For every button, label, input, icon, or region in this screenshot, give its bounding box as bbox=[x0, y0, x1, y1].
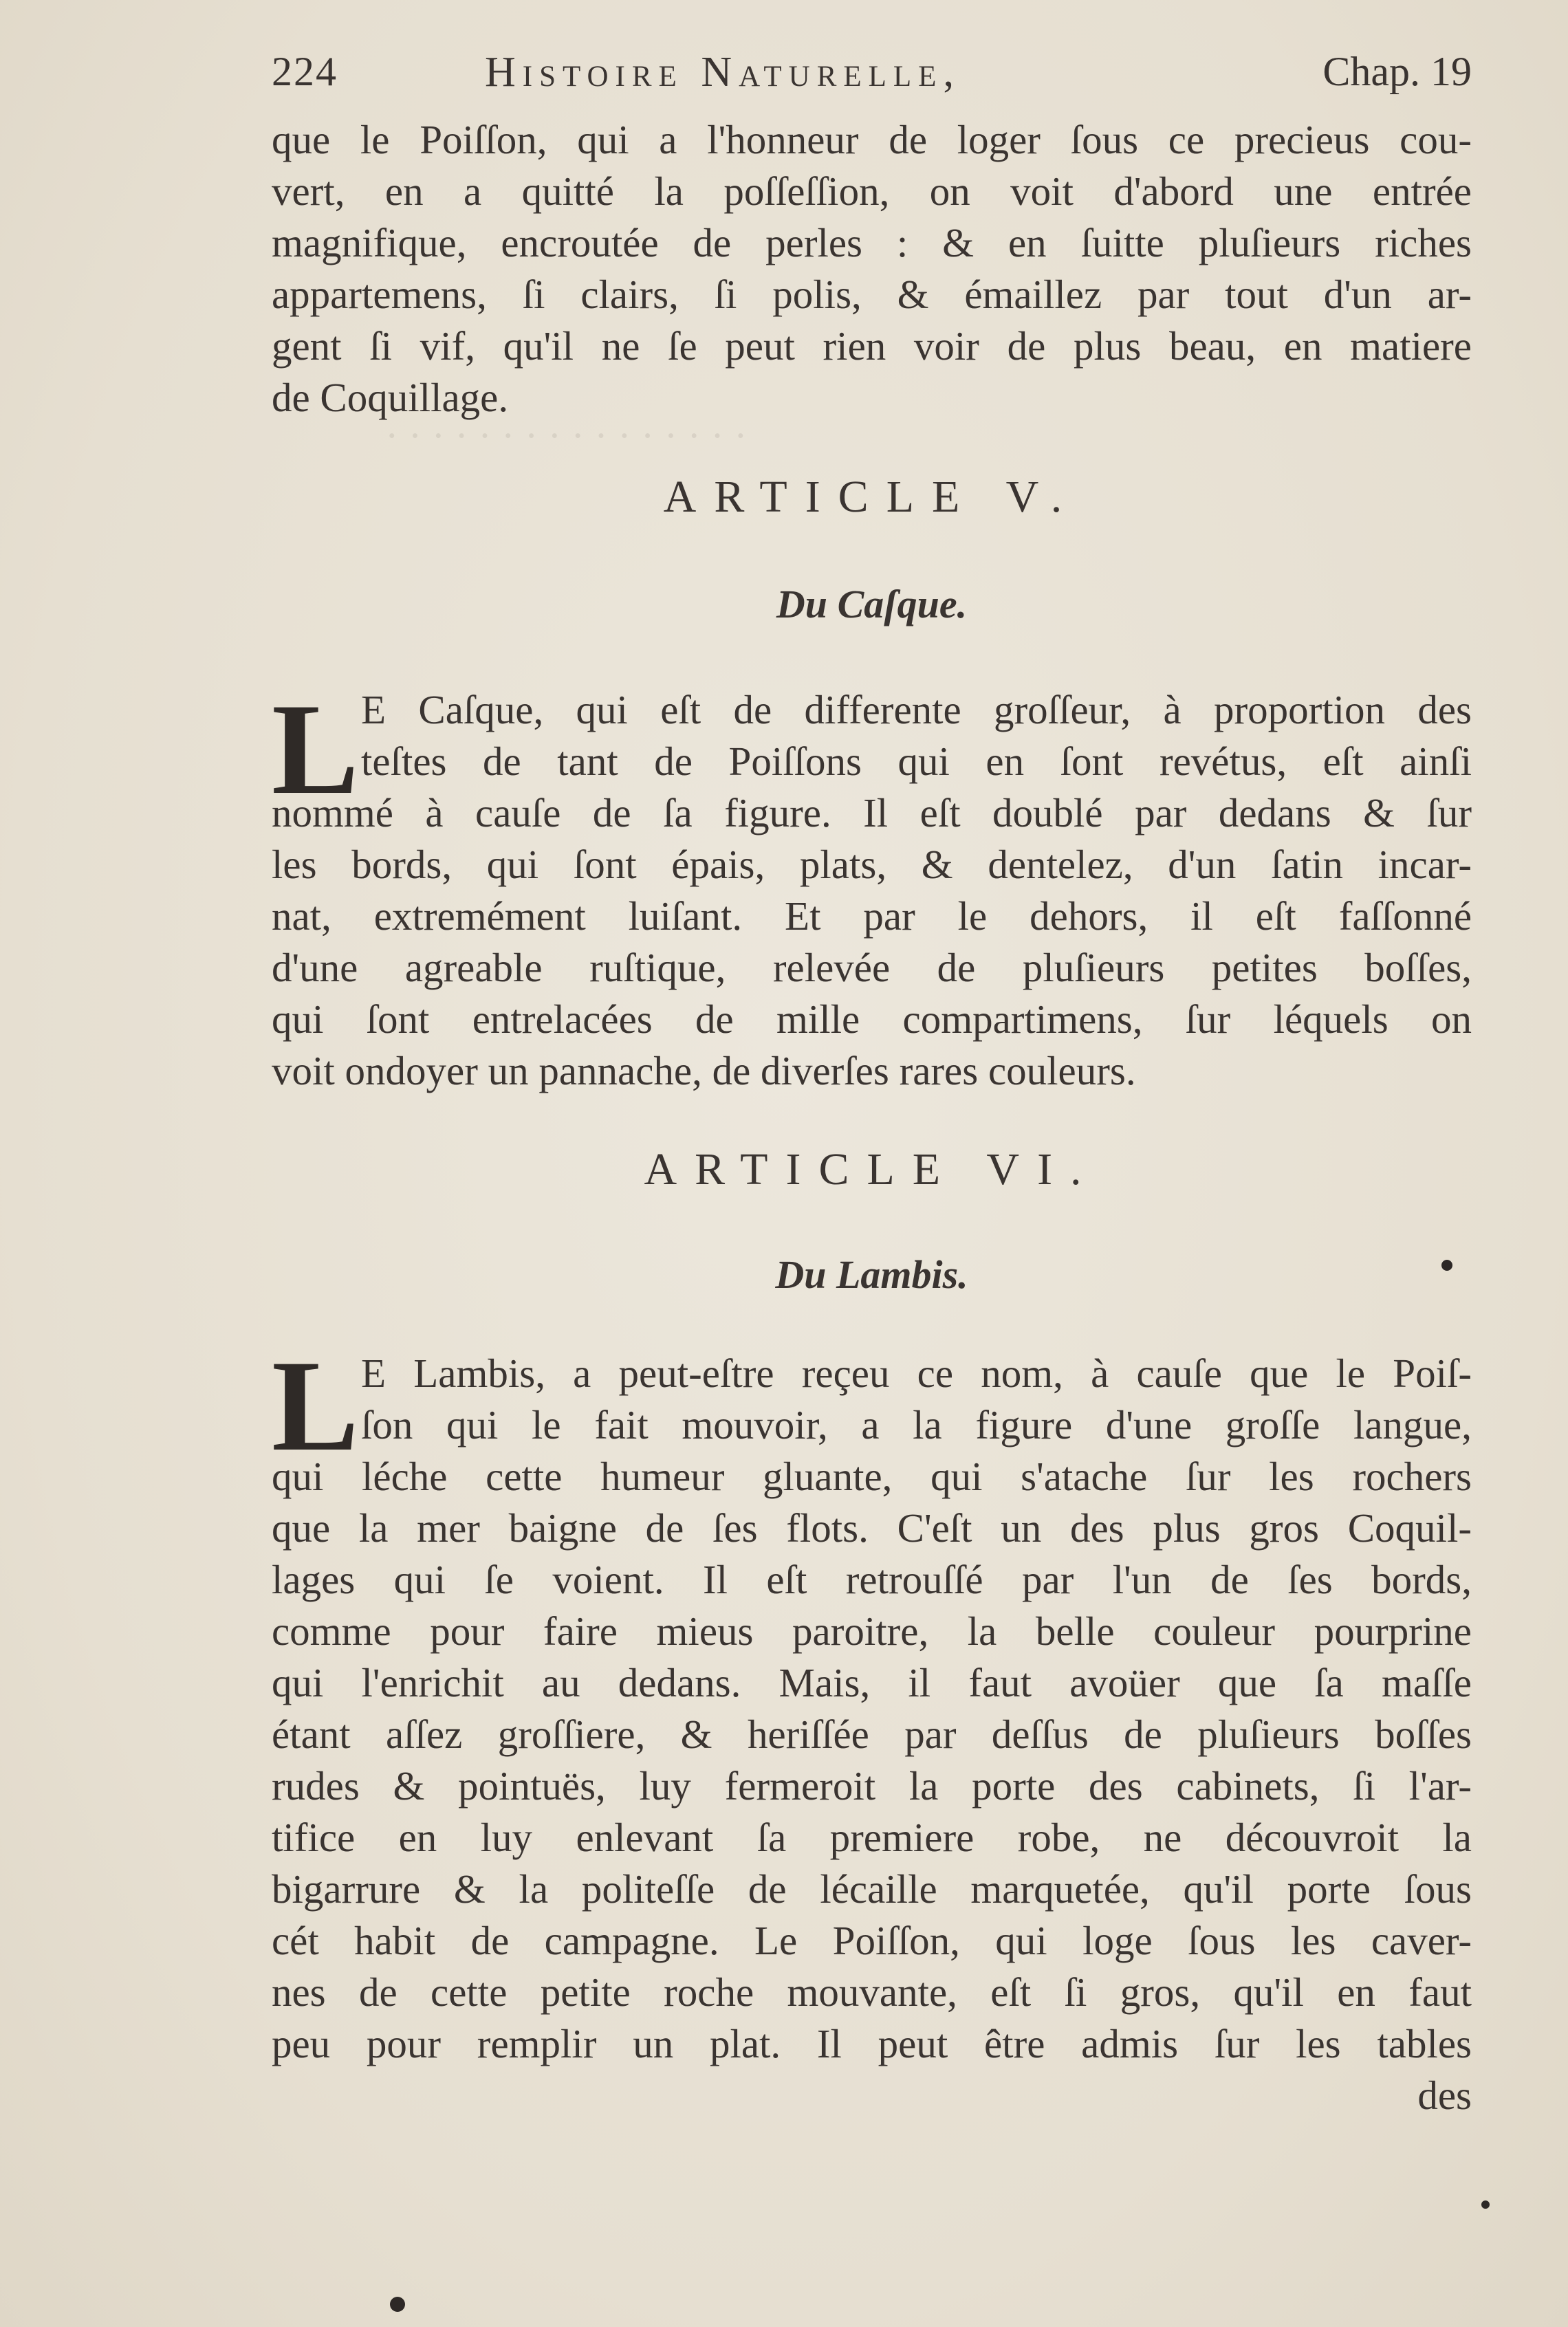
running-header bbox=[272, 48, 1472, 103]
text-line: tifice en luy enlevant ſa premiere robe, ne découvroit la bbox=[272, 1815, 1472, 1860]
text-line: qui ſont entrelacées de mille compartimens, ſur léquels on bbox=[272, 996, 1472, 1042]
drop-capital: L bbox=[272, 677, 359, 822]
text-line: E Lambis, a peut-eſtre reçeu ce nom, à cauſe que le Poiſ- bbox=[361, 1351, 1472, 1396]
text-line: les bords, qui ſont épais, plats, & dentelez, d'un ſatin incar- bbox=[272, 842, 1472, 887]
text-line: magnifique, encroutée de perles : & en ſuitte pluſieurs riches bbox=[272, 220, 1472, 265]
text-line: E Caſque, qui eſt de differente groſſeur, à proportion des bbox=[361, 687, 1472, 732]
text-line: qui l'enrichit au dedans. Mais, il faut avoüer que ſa maſſe bbox=[272, 1660, 1472, 1705]
text-line: voit ondoyer un pannache, de diverſes rares couleurs. bbox=[272, 1048, 1136, 1093]
text-line: nes de cette petite roche mouvante, eſt ſi gros, qu'il en faut bbox=[272, 1969, 1472, 2015]
text-line: rudes & pointuës, luy fermeroit la porte des cabinets, ſi l'ar- bbox=[272, 1763, 1472, 1809]
text-line: d'une agreable ruſtique, relevée de pluſieurs petites boſſes, bbox=[272, 945, 1472, 990]
drop-capital: L bbox=[272, 1334, 359, 1478]
text-line: lages qui ſe voient. Il eſt retrouſſé par l'un de ſes bords, bbox=[272, 1557, 1472, 1602]
catchword: des bbox=[1417, 2073, 1472, 2118]
text-line: nat, extremément luiſant. Et par le dehors, il eſt faſſonné bbox=[272, 893, 1472, 939]
ink-speck bbox=[1481, 2200, 1490, 2209]
ink-speck bbox=[1441, 1260, 1452, 1271]
article-5-heading: ARTICLE V. bbox=[663, 472, 1080, 522]
chapter-label: Chap. 19 bbox=[1322, 49, 1472, 94]
article-6-heading: ARTICLE VI. bbox=[644, 1144, 1100, 1194]
text-line: étant aſſez groſſiere, & heriſſée par deſſus de pluſieurs boſſes bbox=[272, 1712, 1472, 1757]
bleed-through-text: · · · · · · · · · · · · · · · · bbox=[385, 413, 748, 458]
text-line: bigarrure & la politeſſe de lécaille marquetée, qu'il porte ſous bbox=[272, 1866, 1472, 1912]
text-line: peu pour remplir un plat. Il peut être admis ſur les tables bbox=[272, 2021, 1472, 2066]
article-6-subtitle: Du Lambis. bbox=[775, 1252, 968, 1297]
text-line: cét habit de campagne. Le Poiſſon, qui loge ſous les caver- bbox=[272, 1918, 1472, 1963]
text-line: que le Poiſſon, qui a l'honneur de loger ſous ce precieus cou- bbox=[272, 117, 1472, 162]
text-line: que la mer baigne de ſes flots. C'eſt un des plus gros Coquil- bbox=[272, 1505, 1472, 1551]
ink-speck bbox=[390, 2297, 405, 2312]
text-line: ſon qui le fait mouvoir, a la figure d'une groſſe langue, bbox=[361, 1402, 1472, 1447]
article-5-subtitle: Du Caſque. bbox=[776, 582, 968, 626]
running-title: Histoire Naturelle, bbox=[485, 49, 961, 96]
text-line: nommé à cauſe de ſa figure. Il eſt doublé par dedans & ſur bbox=[272, 790, 1472, 835]
page-number: 224 bbox=[272, 49, 338, 94]
text-line: appartemens, ſi clairs, ſi polis, & émaillez par tout d'un ar- bbox=[272, 272, 1472, 317]
text-line: de Coquillage. bbox=[272, 375, 509, 420]
text-line: vert, en a quitté la poſſeſſion, on voit d'abord une entrée bbox=[272, 168, 1472, 214]
text-line: comme pour faire mieus paroitre, la belle couleur pourprine bbox=[272, 1608, 1472, 1654]
text-line: qui léche cette humeur gluante, qui s'atache ſur les rochers bbox=[272, 1454, 1472, 1499]
text-line: teſtes de tant de Poiſſons qui en ſont revétus, eſt ainſi bbox=[361, 739, 1472, 784]
text-line: gent ſi vif, qu'il ne ſe peut rien voir de plus beau, en matiere bbox=[272, 323, 1472, 369]
